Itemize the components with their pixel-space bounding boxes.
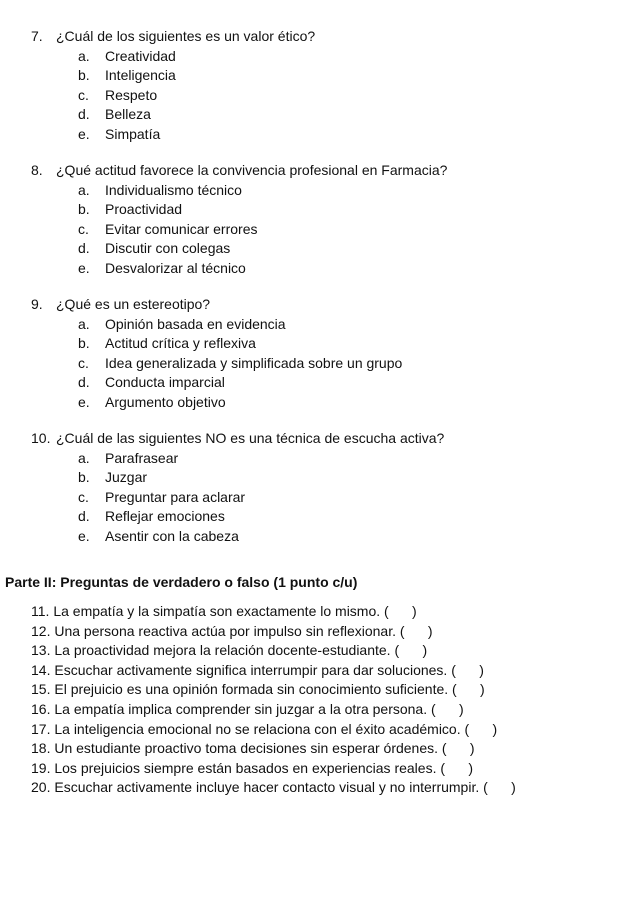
option-letter: e. (78, 259, 90, 276)
option-b (31, 468, 611, 488)
option-text: Actitud crítica y reflexiva (105, 335, 256, 352)
option-text: Preguntar para aclarar (105, 488, 246, 505)
option-text: Respeto (105, 86, 158, 103)
option-d (31, 239, 611, 259)
option-e (31, 259, 611, 279)
answer-blank[interactable]: ( ) (451, 661, 484, 678)
question-9 (31, 295, 611, 413)
option-letter: c. (78, 86, 89, 103)
tf-item-14 (31, 661, 516, 681)
tf-item-16 (31, 700, 516, 720)
answer-blank[interactable]: ( ) (431, 700, 464, 717)
option-c (31, 354, 611, 374)
tf-text: La proactividad mejora la relación docente-estudiante. (54, 642, 391, 659)
option-letter: c. (78, 354, 89, 371)
option-letter: b. (78, 67, 90, 84)
option-letter: d. (78, 240, 90, 257)
tf-text: Un estudiante proactivo toma decisiones sin esperar órdenes. (54, 740, 439, 757)
option-d (31, 373, 611, 393)
question-text: ¿Qué es un estereotipo? (56, 296, 211, 312)
tf-item-12 (31, 622, 516, 642)
tf-number: 18. (31, 740, 51, 757)
tf-number: 15. (31, 681, 51, 698)
option-text: Inteligencia (105, 67, 176, 84)
option-text: Asentir con la cabeza (105, 527, 239, 544)
option-a (31, 315, 611, 335)
option-c (31, 488, 611, 508)
tf-text: Escuchar activamente incluye hacer contacto visual y no interrumpir. (54, 779, 480, 796)
question-number: 7. (31, 28, 43, 44)
option-letter: c. (78, 488, 89, 505)
tf-number: 17. (31, 720, 51, 737)
tf-text: El prejuicio es una opinión formada sin conocimiento suficiente. (54, 681, 449, 698)
tf-text: Los prejuicios siempre están basados en experiencias reales. (54, 759, 437, 776)
answer-blank[interactable]: ( ) (440, 759, 474, 776)
option-letter: b. (78, 335, 90, 352)
tf-number: 20. (31, 779, 51, 796)
option-text: Parafrasear (105, 449, 179, 466)
question-text: ¿Cuál de los siguientes es un valor ético? (56, 28, 316, 44)
question-stem (31, 429, 611, 449)
answer-blank[interactable]: ( ) (464, 720, 498, 737)
question-8 (31, 161, 611, 279)
option-d (31, 507, 611, 527)
option-list (31, 449, 611, 547)
option-text: Individualismo técnico (105, 181, 242, 198)
question-10 (31, 429, 611, 547)
option-letter: e. (78, 125, 90, 142)
option-e (31, 527, 611, 547)
answer-blank[interactable]: ( ) (394, 642, 428, 659)
option-b (31, 200, 611, 220)
tf-text: La empatía implica comprender sin juzgar a la otra persona. (54, 700, 428, 717)
tf-item-17 (31, 720, 516, 740)
answer-blank[interactable]: ( ) (399, 622, 433, 639)
question-text: ¿Qué actitud favorece la convivencia profesional en Farmacia? (56, 162, 448, 178)
option-d (31, 105, 611, 125)
option-letter: c. (78, 220, 89, 237)
tf-number: 16. (31, 700, 51, 717)
tf-item-18 (31, 739, 516, 759)
option-letter: e. (78, 393, 90, 410)
question-stem (31, 295, 611, 315)
tf-item-15 (31, 680, 516, 700)
answer-blank[interactable]: ( ) (441, 740, 475, 757)
option-a (31, 449, 611, 469)
tf-text: Escuchar activamente significa interrumpir para dar soluciones. (54, 661, 448, 678)
option-letter: d. (78, 374, 90, 391)
question-stem (31, 161, 611, 181)
option-text: Reflejar emociones (105, 508, 225, 525)
question-7 (31, 27, 611, 145)
tf-text: La inteligencia emocional no se relaciona con el éxito académico. (54, 720, 461, 737)
question-number: 10. (31, 430, 51, 446)
option-a (31, 47, 611, 67)
option-letter: a. (78, 181, 90, 198)
option-list (31, 47, 611, 145)
tf-item-11 (31, 602, 516, 622)
question-text: ¿Cuál de las siguientes NO es una técnica de escucha activa? (56, 430, 445, 446)
true-false-list (31, 602, 516, 798)
option-text: Discutir con colegas (105, 240, 231, 257)
tf-number: 14. (31, 661, 51, 678)
question-number: 8. (31, 162, 43, 178)
option-text: Proactividad (105, 201, 183, 218)
option-text: Simpatía (105, 125, 161, 142)
option-e (31, 125, 611, 145)
tf-item-19 (31, 759, 516, 779)
option-text: Argumento objetivo (105, 393, 226, 410)
tf-number: 11. (31, 603, 50, 619)
tf-number: 12. (31, 622, 51, 639)
section-title: Parte II: Preguntas de verdadero o falso (1 punto c/u) (5, 574, 358, 590)
option-a (31, 181, 611, 201)
option-list (31, 181, 611, 279)
option-e (31, 393, 611, 413)
option-list (31, 315, 611, 413)
question-number: 9. (31, 296, 43, 312)
option-letter: d. (78, 106, 90, 123)
option-b (31, 334, 611, 354)
tf-item-20 (31, 778, 516, 798)
option-text: Juzgar (105, 469, 148, 486)
tf-text: Una persona reactiva actúa por impulso sin reflexionar. (54, 622, 396, 639)
tf-number: 13. (31, 642, 51, 659)
option-text: Desvalorizar al técnico (105, 259, 246, 276)
option-letter: a. (78, 47, 90, 64)
option-letter: a. (78, 315, 90, 332)
tf-item-13 (31, 641, 516, 661)
option-text: Opinión basada en evidencia (105, 315, 286, 332)
option-text: Belleza (105, 106, 151, 123)
question-stem (31, 27, 611, 47)
option-letter: b. (78, 201, 90, 218)
option-text: Conducta imparcial (105, 374, 225, 391)
option-letter: d. (78, 508, 90, 525)
tf-number: 19. (31, 759, 51, 776)
answer-blank[interactable]: ( ) (483, 779, 516, 796)
tf-text: La empatía y la simpatía son exactamente lo mismo. (53, 603, 381, 619)
answer-blank[interactable]: ( ) (452, 681, 485, 698)
answer-blank[interactable]: ( ) (384, 603, 417, 619)
option-letter: e. (78, 527, 90, 544)
option-text: Evitar comunicar errores (105, 220, 258, 237)
option-text: Idea generalizada y simplificada sobre un grupo (105, 354, 403, 371)
option-letter: b. (78, 469, 90, 486)
option-letter: a. (78, 449, 90, 466)
option-text: Creatividad (105, 47, 176, 64)
option-b (31, 66, 611, 86)
option-c (31, 86, 611, 106)
option-c (31, 220, 611, 240)
